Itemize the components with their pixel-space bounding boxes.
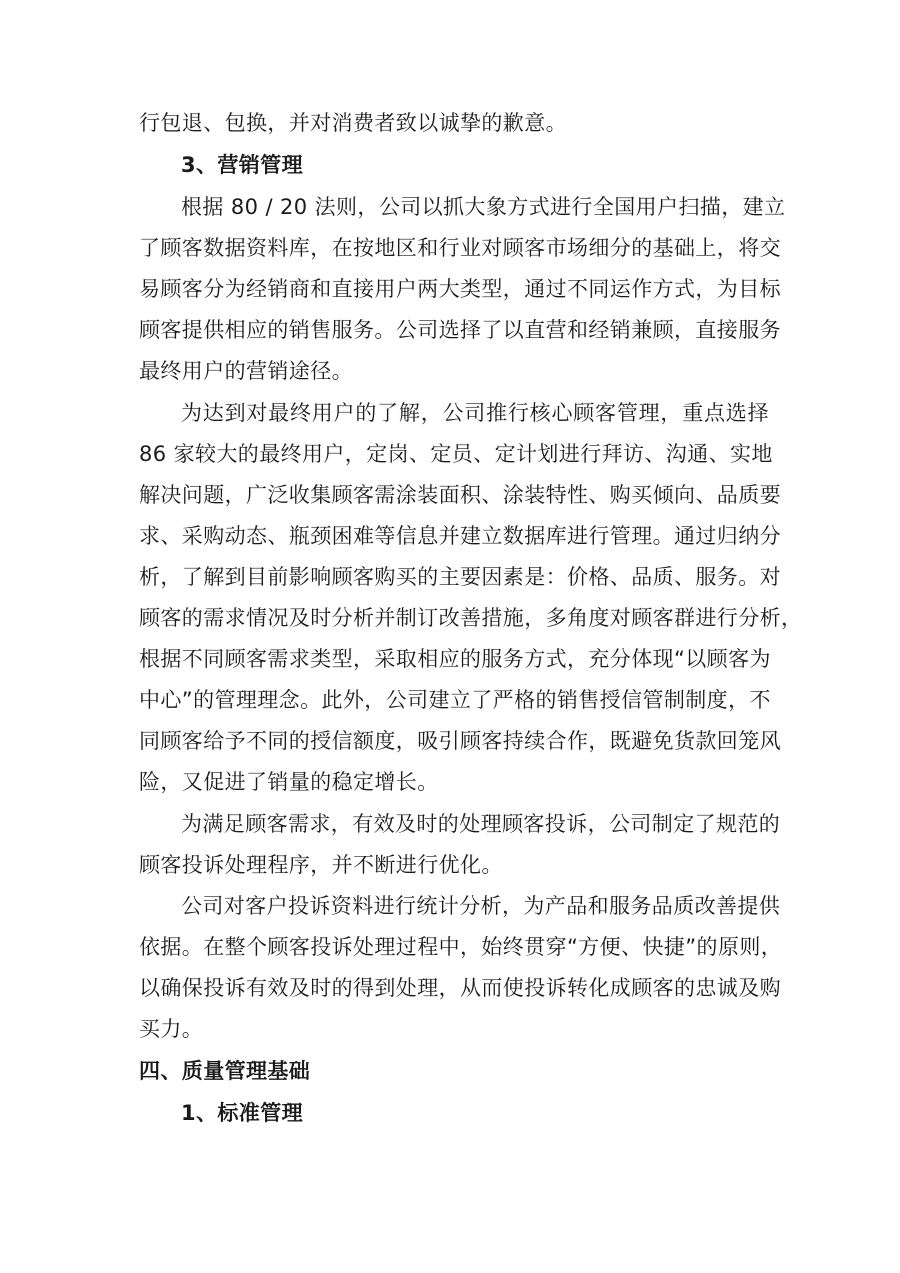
paragraph-line: 86 家较大的最终用户，定岗、定员、定计划进行拜访、沟通、实地 (139, 442, 773, 466)
paragraph-line: 为满足顾客需求，有效及时的处理顾客投诉，公司制定了规范的 (181, 812, 781, 836)
paragraph-line: 为达到对最终用户的了解，公司推行核心顾客管理，重点选择 (181, 401, 769, 425)
paragraph-line: 最终用户的营销途径。 (139, 359, 353, 383)
paragraph-line: 依据。在整个顾客投诉处理过程中，始终贯穿“方便、快捷”的原则， (139, 935, 783, 959)
paragraph-line: 中心”的管理理念。此外，公司建立了严格的销售授信管制制度，不 (139, 688, 771, 712)
paragraph-line: 买力。 (139, 1017, 204, 1041)
paragraph-line: 行包退、包换，并对消费者致以诚挚的歉意。 (139, 111, 567, 135)
paragraph-line: 以确保投诉有效及时的得到处理，从而使投诉转化成顾客的忠诚及购 (139, 976, 781, 1000)
paragraph-line: 顾客投诉处理程序，并不断进行优化。 (139, 853, 503, 877)
paragraph-line: 易顾客分为经销商和直接用户两大类型，通过不同运作方式，为目标 (139, 277, 781, 301)
paragraph-line: 险，又促进了销量的稳定增长。 (139, 770, 439, 794)
paragraph-line: 了顾客数据资料库，在按地区和行业对顾客市场细分的基础上，将交 (139, 236, 781, 260)
paragraph-line: 根据不同顾客需求类型，采取相应的服务方式，充分体现“以顾客为 (139, 647, 771, 671)
paragraph-line: 同顾客给予不同的授信额度，吸引顾客持续合作，既避免货款回笼风 (139, 729, 781, 753)
paragraph-line: 析，了解到目前影响顾客购买的主要因素是：价格、品质、服务。对 (139, 565, 781, 589)
paragraph-line: 解决问题，广泛收集顾客需涂装面积、涂装特性、购买倾向、品质要 (139, 483, 781, 507)
paragraph-line: 顾客的需求情况及时分析并制订改善措施，多角度对顾客群进行分析， (139, 606, 803, 630)
section-heading-marketing: 3、营销管理 (181, 153, 304, 177)
paragraph-line: 根据 80 / 20 法则，公司以抓大象方式进行全国用户扫描，建立 (181, 195, 786, 219)
section-heading-standard-management: 1、标准管理 (181, 1101, 304, 1125)
paragraph-line: 求、采购动态、瓶颈困难等信息并建立数据库进行管理。通过归纳分 (139, 524, 781, 548)
paragraph-line: 公司对客户投诉资料进行统计分析，为产品和服务品质改善提供 (181, 894, 781, 918)
section-heading-quality-foundation: 四、质量管理基础 (139, 1059, 311, 1083)
paragraph-line: 顾客提供相应的销售服务。公司选择了以直营和经销兼顾，直接服务 (139, 318, 781, 342)
